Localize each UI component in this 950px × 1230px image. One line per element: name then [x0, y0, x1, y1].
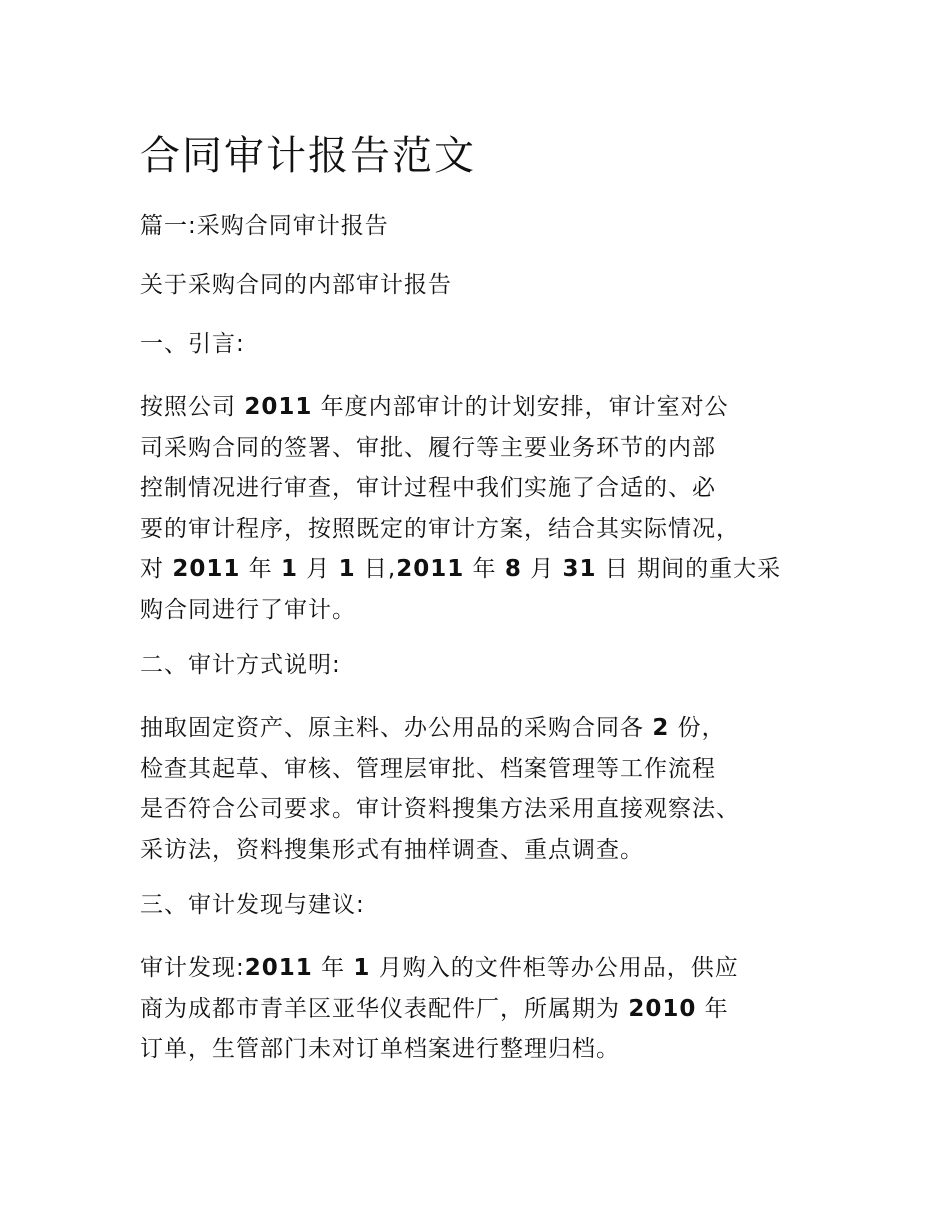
paragraph-line: 订单，生管部门未对订单档案进行整理归档。 — [140, 1036, 620, 1062]
section-1-heading: 一、引言: — [140, 331, 245, 357]
bold-number: 8 — [504, 556, 522, 582]
section-1-paragraph — [140, 387, 812, 630]
paragraph-line: 抽取固定资产、原主料、办公用品的采购合同各 2 份， — [140, 715, 726, 741]
paragraph-line: 对 2011 年 1 月 1 日,2011 年 8 月 31 日 期间的重大采 — [140, 556, 782, 582]
report-title: 关于采购合同的内部审计报告 — [140, 272, 452, 298]
paragraph-line: 要的审计程序，按照既定的审计方案，结合其实际情况， — [140, 515, 740, 542]
paragraph-line: 商为成都市青羊区亚华仪表配件厂，所属期为 2010 年 — [140, 995, 729, 1022]
bold-number: 1 — [338, 556, 356, 582]
paragraph-line: 采访法，资料搜集形式有抽样调查、重点调查。 — [140, 836, 644, 863]
paragraph-line: 控制情况进行审查，审计过程中我们实施了合适的、必 — [140, 475, 716, 501]
section-3-heading: 三、审计发现与建议: — [140, 892, 365, 918]
document-title: 合同审计报告范文 — [140, 133, 476, 179]
bold-number: 2011 — [244, 394, 313, 420]
paragraph-line: 购合同进行了审计。 — [140, 596, 356, 623]
section-3-paragraph — [140, 948, 812, 1070]
chapter-heading: 篇一:采购合同审计报告 — [140, 213, 389, 239]
paragraph-line: 检查其起草、审核、管理层审批、档案管理等工作流程 — [140, 755, 716, 782]
paragraph-line: 司采购合同的签署、审批、履行等主要业务环节的内部 — [140, 434, 716, 461]
bold-number: 2011 — [396, 556, 465, 582]
bold-number: 1 — [353, 955, 371, 981]
bold-number: 31 — [562, 556, 597, 582]
paragraph-line: 审计发现:2011 年 1 月购入的文件柜等办公用品，供应 — [140, 955, 739, 981]
document-page — [140, 128, 812, 1089]
bold-number: 2 — [652, 715, 670, 741]
paragraph-line: 是否符合公司要求。审计资料搜集方法采用直接观察法、 — [140, 796, 740, 822]
bold-number: 2011 — [244, 955, 313, 981]
paragraph-line: 按照公司 2011 年度内部审计的计划安排，审计室对公 — [140, 394, 729, 420]
section-2-heading: 二、审计方式说明: — [140, 652, 341, 678]
bold-number: 2011 — [172, 556, 241, 582]
bold-number: 1 — [280, 556, 298, 582]
section-2-paragraph — [140, 708, 812, 870]
bold-number: 2010 — [628, 995, 697, 1022]
